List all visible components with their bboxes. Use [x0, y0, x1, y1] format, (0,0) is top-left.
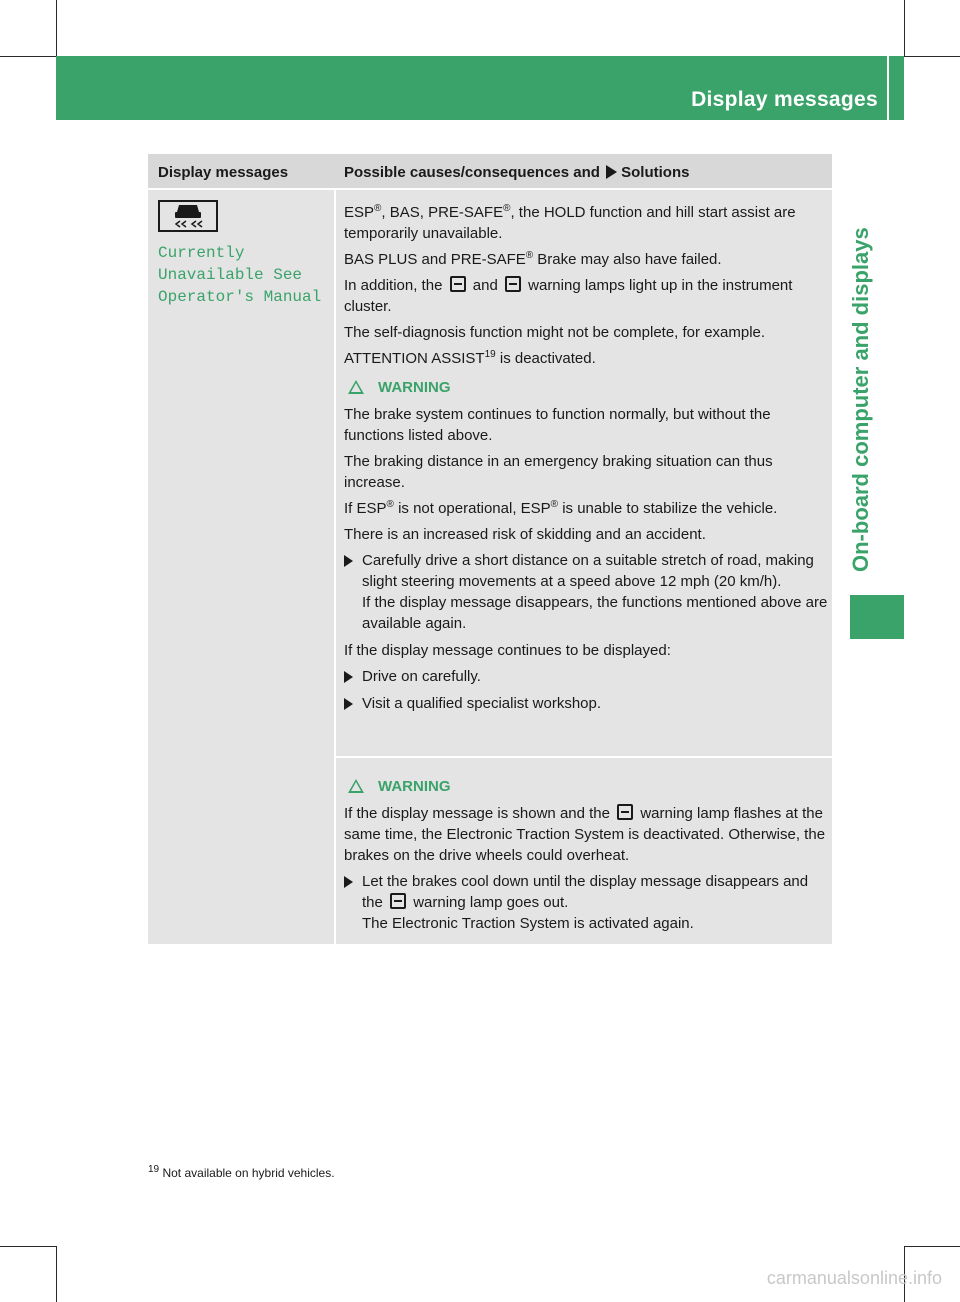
text: is deactivated. [495, 350, 596, 367]
registered-mark: ® [503, 203, 511, 214]
paragraph: The self-diagnosis function might not be complete, for example. [344, 324, 766, 341]
crop-mark [56, 0, 57, 56]
text: warning lamp goes out. [413, 894, 569, 911]
text: Brake may also have failed. [533, 251, 722, 268]
text: is not operational, ESP [393, 500, 551, 517]
warning-label: WARNING [378, 379, 451, 396]
arrow-right-icon [606, 165, 617, 179]
esp-skid-car-icon [158, 200, 218, 232]
crop-mark [904, 0, 905, 56]
text: , the HOLD function and hill start assist are temporarily unavailable. [344, 204, 796, 242]
crop-mark [904, 56, 960, 57]
watermark: carmanualsonline.info [766, 1268, 942, 1288]
text: warning lamps light up in the instrument cluster. [344, 277, 793, 315]
text: Carefully drive a short distance on a suitable stretch of road, making slight steering movements at a speed above 12 mph (20 km/h). [362, 552, 814, 590]
text: and [472, 277, 498, 294]
instruction-step [344, 666, 828, 687]
paragraph [344, 202, 828, 244]
registered-mark: ® [386, 499, 394, 510]
page-header [56, 56, 940, 120]
paragraph: There is an increased risk of skidding and an accident. [344, 526, 706, 543]
text: If the display message is shown and the [344, 805, 610, 822]
registered-mark: ® [374, 203, 382, 214]
text: ESP [344, 204, 375, 221]
instruction-step [344, 550, 828, 634]
step-arrow-icon [344, 671, 353, 683]
chapter-tab-marker [850, 595, 904, 639]
crop-mark [0, 1246, 56, 1247]
column-header-causes-text: Possible causes/consequences and [344, 164, 600, 181]
display-line: Unavailable See [158, 266, 303, 284]
text: ATTENTION ASSIST [344, 350, 485, 367]
text: , BAS, PRE-SAFE [381, 204, 504, 221]
warning-label: WARNING [378, 778, 451, 795]
text: is unable to stabilize the vehicle. [558, 500, 778, 517]
column-header-display: Display messages [158, 164, 289, 181]
footnote-number: 19 [148, 1164, 160, 1175]
display-line: Currently [158, 244, 245, 262]
section-title: Display messages [691, 88, 878, 111]
paragraph [344, 803, 828, 866]
step-arrow-icon [344, 876, 353, 888]
chapter-tab: On-board computer and displays [848, 227, 873, 573]
paragraph: The braking distance in an emergency braking situation can thus increase. [344, 453, 773, 491]
paragraph [344, 348, 828, 369]
warning-heading [344, 776, 828, 797]
page-number: 393 [908, 90, 940, 111]
table-header [148, 154, 832, 188]
paragraph: If the display message continues to be displayed: [344, 642, 671, 659]
registered-mark: ® [550, 499, 559, 510]
display-message-text [158, 242, 321, 308]
column-header-solutions-text: Solutions [621, 164, 690, 181]
paragraph [344, 498, 828, 519]
causes-cell [336, 190, 832, 756]
column-header-causes [344, 164, 689, 181]
paragraph [344, 249, 828, 270]
instruction-step [344, 693, 828, 714]
text [362, 871, 828, 913]
footnote [148, 1166, 335, 1180]
display-line: Operator's Manual [158, 288, 322, 306]
text: In addition, the [344, 277, 443, 294]
esp-warning-lamp-icon [617, 804, 633, 820]
paragraph [344, 275, 828, 317]
text: Drive on carefully. [362, 668, 481, 685]
esp-warning-lamp-icon [450, 276, 466, 292]
display-message-cell [148, 190, 334, 944]
crop-mark [904, 1246, 960, 1247]
warning-triangle-icon [348, 779, 364, 793]
warning-triangle-icon [348, 380, 364, 394]
esp-off-warning-lamp-icon [505, 276, 521, 292]
step-arrow-icon [344, 698, 353, 710]
text: warning lamp flashes at the same time, the Electronic Traction System is deactivated. Otherwise, the brakes on the drive wheels could overheat. [344, 805, 826, 864]
footnote-text: Not available on hybrid vehicles. [162, 1166, 335, 1180]
text: If the display message disappears, the functions mentioned above are available again. [362, 594, 828, 632]
text: Visit a qualified specialist workshop. [362, 695, 602, 712]
footnote-ref: 19 [484, 349, 496, 360]
text: The Electronic Traction System is activated again. [362, 915, 694, 932]
registered-mark: ® [525, 250, 534, 261]
causes-text [344, 202, 828, 720]
warning-text [344, 768, 828, 940]
text: If ESP [344, 500, 387, 517]
crop-mark [0, 56, 56, 57]
text: BAS PLUS and PRE-SAFE [344, 251, 526, 268]
crop-mark [56, 1246, 57, 1302]
paragraph: The brake system continues to function normally, but without the functions listed above. [344, 406, 771, 444]
step-arrow-icon [344, 555, 353, 567]
esp-warning-lamp-icon [390, 893, 406, 909]
instruction-step [344, 871, 828, 934]
text: Let the brakes cool down until the display message disappears and the [362, 873, 809, 911]
warning-cell [336, 758, 832, 944]
warning-heading [344, 377, 828, 398]
